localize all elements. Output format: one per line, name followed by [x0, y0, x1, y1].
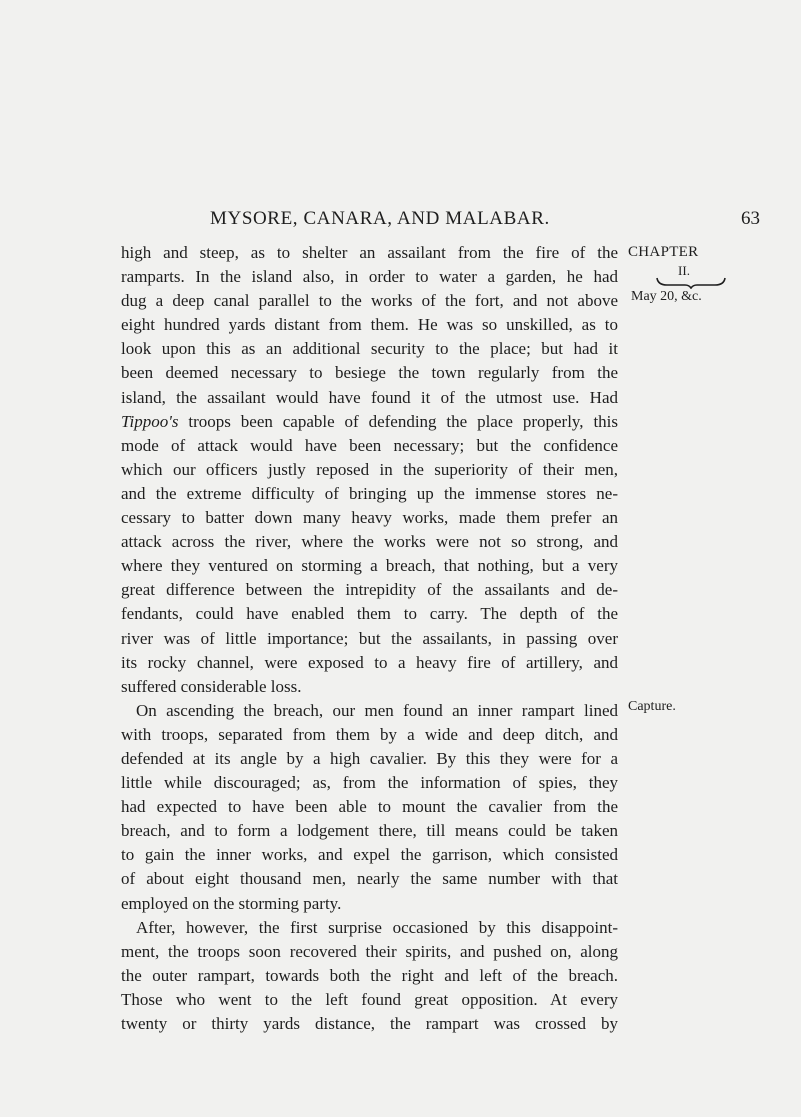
text-line: Those who went to the left found great opposition. At every — [121, 989, 618, 1009]
text-line: little while discouraged; as, from the information of spies, they — [121, 773, 618, 793]
text-line: defended at its angle by a high cavalier. By this they were for a — [121, 748, 618, 768]
text-line: with troops, separated from them by a wide and deep ditch, and — [121, 724, 618, 744]
text-line: high and steep, as to shelter an assailant from the fire of the — [121, 243, 618, 262]
text-line: been deemed necessary to besiege the town regularly from the — [121, 363, 618, 383]
text-line: suffered considerable loss. — [121, 676, 302, 696]
text-line: On ascending the breach, our men found an inner rampart lined — [136, 700, 618, 720]
text-line: attack across the river, where the works were not so strong, and — [121, 532, 618, 552]
text-line: and the extreme difficulty of bringing up the immense stores ne- — [121, 483, 618, 503]
text-line: island, the assailant would have found it of the utmost use. Had — [121, 387, 618, 407]
text-line: of about eight thousand men, nearly the same number with that — [121, 869, 618, 889]
text-line: which our officers justly reposed in the superiority of their men, — [121, 459, 618, 479]
text-line: to gain the inner works, and expel the garrison, which consisted — [121, 845, 618, 865]
text-line: twenty or thirty yards distance, the rampart was crossed by — [121, 1014, 618, 1033]
capture-margin-note: Capture. — [628, 699, 676, 714]
chapter-number: II. — [678, 263, 690, 278]
text-line: ment, the troops soon recovered their spirits, and pushed on, along — [121, 941, 618, 961]
text-line: look upon this as an additional security to the place; but had it — [121, 339, 618, 359]
chapter-brace-icon — [655, 277, 727, 289]
italic-name: Tippoo's — [121, 411, 179, 431]
text-line: ramparts. In the island also, in order to water a garden, he had — [121, 267, 618, 287]
page-number: 63 — [741, 208, 760, 229]
text-line: mode of attack would have been necessary; but the confidence — [121, 435, 618, 455]
text-line: cessary to batter down many heavy works, made them prefer an — [121, 508, 618, 528]
text-line: employed on the storming party. — [121, 893, 342, 913]
text-line: had expected to have been able to mount the cavalier from the — [121, 797, 618, 817]
text-line-rest: troops been capable of defending the place properly, this — [188, 411, 619, 431]
page-header — [0, 208, 801, 232]
text-line — [121, 410, 618, 434]
body-text — [121, 241, 618, 1036]
text-line: dug a deep canal parallel to the works of the fort, and not above — [121, 291, 618, 311]
text-line: its rocky channel, were exposed to a heavy fire of artillery, and — [121, 652, 618, 672]
text-line: great difference between the intrepidity of the assailants and de- — [121, 580, 618, 600]
text-line: eight hundred yards distant from them. He was so unskilled, as to — [121, 315, 618, 335]
date-margin-note: May 20, &c. — [631, 289, 702, 304]
chapter-margin-note — [628, 244, 748, 289]
text-line: fendants, could have enabled them to carry. The depth of the — [121, 604, 618, 624]
text-line: the outer rampart, towards both the right and left of the breach. — [121, 965, 618, 985]
text-line: where they ventured on storming a breach, that nothing, but a very — [121, 556, 618, 576]
text-line: After, however, the first surprise occasioned by this disappoint- — [136, 917, 618, 937]
text-line: breach, and to form a lodgement there, till means could be taken — [121, 821, 618, 841]
text-line: river was of little importance; but the assailants, in passing over — [121, 628, 618, 648]
running-title: MYSORE, CANARA, AND MALABAR. — [210, 208, 550, 229]
chapter-label: CHAPTER — [628, 244, 699, 260]
